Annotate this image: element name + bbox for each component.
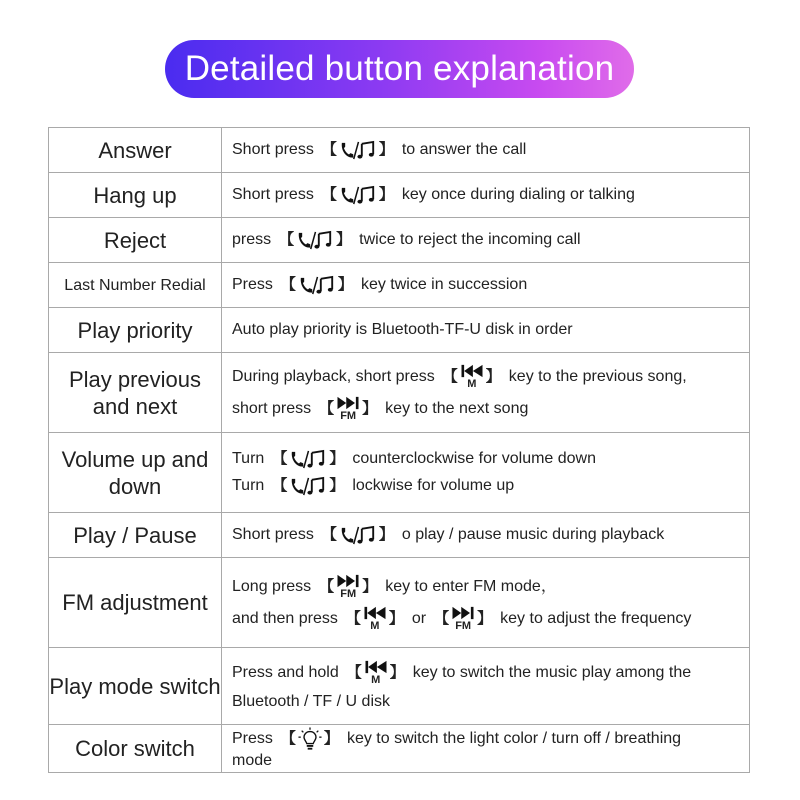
desc-text: Turn <box>232 477 265 494</box>
table-row <box>49 648 750 725</box>
desc-text: key to the previous song, <box>508 367 687 385</box>
call-music-key: 【 】 <box>279 275 355 296</box>
skip-next-icon <box>336 396 360 410</box>
desc-text: key to switch the music play among the <box>412 664 692 681</box>
desc-text: Press <box>232 729 273 747</box>
desc-text: key once during dialing or talking <box>401 186 635 203</box>
call-music-key: 【 】 <box>320 525 396 546</box>
desc-text: Press and hold <box>232 664 339 681</box>
row-label: Volume up and down <box>49 433 222 513</box>
desc-text: Bluetooth / TF / U disk <box>232 693 390 710</box>
skip-previous-icon <box>364 660 388 674</box>
next-key-label: FM <box>340 409 357 422</box>
phone-music-icon <box>298 275 336 296</box>
call-music-key: 【 】 <box>320 185 396 206</box>
desc-text: lockwise for volume up <box>352 477 515 494</box>
skip-previous-icon <box>363 606 387 620</box>
desc-text: or <box>411 609 427 627</box>
title-banner <box>165 40 634 98</box>
desc-text: During playback, short press <box>232 367 435 385</box>
skip-next-icon <box>451 606 475 620</box>
call-music-key: 【 】 <box>270 476 346 497</box>
prev-key-label: M <box>467 377 477 390</box>
skip-previous-icon <box>460 364 484 378</box>
table-row <box>49 725 750 773</box>
table-row <box>49 218 750 263</box>
phone-music-icon <box>339 525 377 546</box>
row-label: Play mode switch <box>49 648 222 725</box>
next-key: 【 FM 】 <box>317 574 379 600</box>
row-label: Play priority <box>49 308 222 353</box>
desc-text: mode <box>232 751 273 769</box>
table-row <box>49 353 750 433</box>
light-key: 【 】 <box>279 727 341 751</box>
desc-text: Press <box>232 276 273 293</box>
row-label: Reject <box>49 218 222 263</box>
row-label: Color switch <box>49 725 222 773</box>
row-description <box>222 648 750 725</box>
table-row <box>49 513 750 558</box>
row-description <box>222 308 750 353</box>
table-row <box>49 173 750 218</box>
prev-key-label: M <box>370 619 380 632</box>
call-music-key: 【 】 <box>320 140 396 161</box>
row-label: Play / Pause <box>49 513 222 558</box>
desc-text: Auto play priority is Bluetooth-TF-U disk in order <box>232 321 573 338</box>
page-title: Detailed button explanation <box>184 49 615 88</box>
skip-next-icon <box>336 574 360 588</box>
row-label: Play previous and next <box>49 353 222 433</box>
desc-text: Short press <box>232 526 314 543</box>
button-explanation-table <box>48 127 750 773</box>
desc-text: o play / pause music during playback <box>401 526 665 543</box>
desc-text: press <box>232 231 272 248</box>
row-description <box>222 173 750 218</box>
desc-text: twice to reject the incoming call <box>359 231 581 248</box>
row-label: Last Number Redial <box>49 263 222 308</box>
desc-text: key twice in succession <box>360 276 528 293</box>
prev-key-label: M <box>371 674 381 686</box>
row-label: Hang up <box>49 173 222 218</box>
next-key-label: FM <box>455 619 472 632</box>
prev-key: 【 M 】 <box>345 660 407 686</box>
desc-text: key to switch the light color / turn off / breathing <box>346 729 682 747</box>
row-description <box>222 725 750 773</box>
row-description <box>222 433 750 513</box>
desc-text: key to adjust the frequency <box>500 609 692 627</box>
row-description <box>222 218 750 263</box>
desc-text: Turn <box>232 450 265 467</box>
table-row <box>49 263 750 308</box>
call-music-key: 【 】 <box>270 449 346 470</box>
prev-key: 【 M 】 <box>441 364 503 390</box>
prev-key: 【 M 】 <box>344 606 406 632</box>
desc-text: to answer the call <box>401 141 527 158</box>
desc-text: Long press <box>232 577 312 595</box>
desc-text: counterclockwise for volume down <box>352 450 597 467</box>
phone-music-icon <box>296 230 334 251</box>
row-description <box>222 353 750 433</box>
row-label: FM adjustment <box>49 558 222 648</box>
next-key: 【 FM 】 <box>432 606 494 632</box>
row-description <box>222 128 750 173</box>
table-row <box>49 128 750 173</box>
row-description <box>222 263 750 308</box>
phone-music-icon <box>289 476 327 497</box>
desc-text: key to enter FM mode， <box>385 577 557 595</box>
row-description <box>222 558 750 648</box>
desc-text: short press <box>232 399 312 417</box>
phone-music-icon <box>339 140 377 161</box>
phone-music-icon <box>339 185 377 206</box>
desc-text: Short press <box>232 186 314 203</box>
row-label: Answer <box>49 128 222 173</box>
light-bulb-icon <box>298 727 322 751</box>
call-music-key: 【 】 <box>277 230 353 251</box>
next-key-label: FM <box>340 587 357 600</box>
table-row <box>49 558 750 648</box>
table-row <box>49 433 750 513</box>
phone-music-icon <box>289 449 327 470</box>
table-row <box>49 308 750 353</box>
row-description <box>222 513 750 558</box>
desc-text: Short press <box>232 141 314 158</box>
desc-text: and then press <box>232 609 338 627</box>
desc-text: key to the next song <box>385 399 529 417</box>
next-key: 【 FM 】 <box>317 396 379 422</box>
